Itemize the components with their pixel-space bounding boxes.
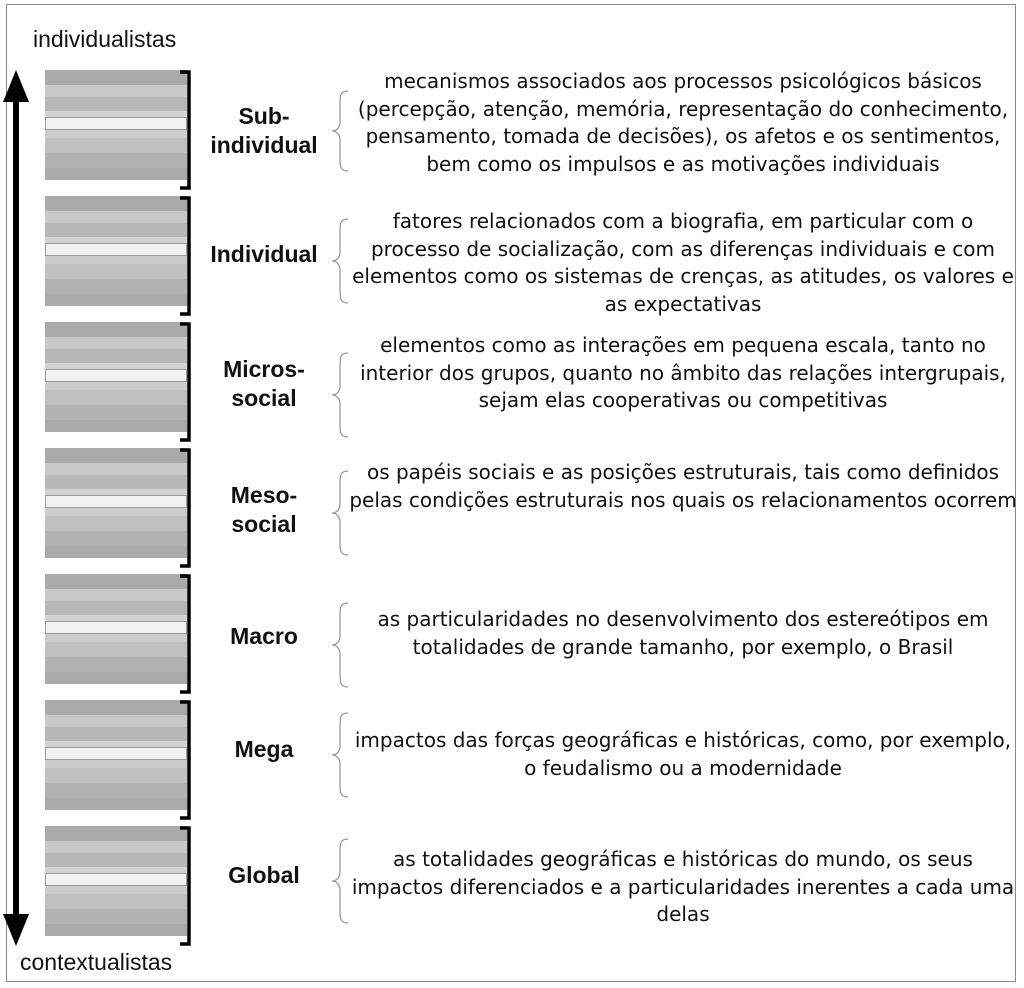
level-name-line: Mega <box>234 736 294 762</box>
level-name-line: Meso- <box>230 482 298 508</box>
stack-band <box>45 909 187 924</box>
level-name-line: social <box>231 511 297 537</box>
square-bracket <box>178 322 192 442</box>
stack-highlight-slot <box>45 621 187 634</box>
level-name-line: Macro <box>230 623 298 649</box>
stack-band <box>45 322 187 337</box>
stack-band <box>45 574 187 589</box>
stack-band <box>45 153 187 168</box>
square-bracket <box>178 574 192 694</box>
stack-band <box>45 196 187 211</box>
stack-band <box>45 223 187 237</box>
level-name-line: Individual <box>210 241 318 267</box>
stack-band <box>45 657 187 672</box>
layer-stack-graphic <box>45 448 187 558</box>
stack-band <box>45 672 187 684</box>
stack-band <box>45 516 187 531</box>
top-axis-label: individualistas <box>33 26 177 52</box>
square-bracket <box>178 448 192 568</box>
stack-band <box>45 264 187 279</box>
stack-band <box>45 589 187 601</box>
level-name <box>196 622 332 651</box>
level-name <box>196 861 332 890</box>
level-name <box>196 481 332 539</box>
level-name <box>196 240 332 269</box>
square-bracket <box>178 700 192 820</box>
level-description: fatores relacionados com a biografia, em particular com o processo de socialização, com as diferenças individuais e com elementos como os sistemas de crenças, as atitudes, os valores e as expectativas <box>352 209 1014 316</box>
stack-highlight-slot <box>45 117 187 130</box>
stack-band <box>45 768 187 783</box>
level-description: elementos como as interações em pequena escala, tanto no interior dos grupos, quanto no âmbito das relações intergrupais, sejam elas cooperativas ou competitivas <box>360 333 1006 412</box>
level-description: as particularidades no desenvolvimento dos estereótipos em totalidades de grande tamanho, por exemplo, o Brasil <box>377 607 989 659</box>
level-description: os papéis sociais e as posições estruturais, tais como definidos pelas condições estruturais nos quais os relacionamentos ocorrem <box>349 460 1017 512</box>
layer-stack-graphic <box>45 826 187 936</box>
stack-highlight-slot <box>45 369 187 382</box>
level-description: impactos das forças geográficas e históricas, como, por exemplo, o feudalismo ou a modernidade <box>354 728 1012 780</box>
stack-highlight-slot <box>45 243 187 256</box>
level-name-line: Global <box>228 862 300 888</box>
stack-band <box>45 294 187 306</box>
stack-band <box>45 85 187 97</box>
level-name-line: Sub- <box>238 103 290 129</box>
stack-band <box>45 642 187 657</box>
stack-band <box>45 97 187 111</box>
stack-highlight-slot <box>45 495 187 508</box>
stack-band <box>45 853 187 867</box>
bottom-axis-label: contextualistas <box>20 949 173 975</box>
level-name-line: Micros- <box>223 356 305 382</box>
stack-band <box>45 138 187 153</box>
layer-stack-graphic <box>45 70 187 180</box>
layer-stack-graphic <box>45 700 187 810</box>
stack-band <box>45 894 187 909</box>
level-name <box>196 735 332 764</box>
level-description: as totalidades geográficas e históricas do mundo, os seus impactos diferenciados e a particularidades inerentes a cada uma delas <box>351 847 1015 926</box>
stack-band <box>45 211 187 223</box>
double-headed-arrow <box>0 0 40 988</box>
stack-highlight-slot <box>45 873 187 886</box>
stack-band <box>45 715 187 727</box>
stack-band <box>45 700 187 715</box>
stack-band <box>45 279 187 294</box>
stack-band <box>45 546 187 558</box>
stack-band <box>45 337 187 349</box>
layer-stack-graphic <box>45 196 187 306</box>
level-name-line: individual <box>210 132 318 158</box>
stack-band <box>45 601 187 615</box>
stack-band <box>45 405 187 420</box>
level-name-line: social <box>231 385 297 411</box>
stack-band <box>45 826 187 841</box>
level-name <box>196 102 332 160</box>
square-bracket <box>178 70 192 190</box>
stack-band <box>45 349 187 363</box>
stack-band <box>45 531 187 546</box>
layer-stack-graphic <box>45 574 187 684</box>
square-bracket <box>178 196 192 316</box>
stack-band <box>45 420 187 432</box>
stack-highlight-slot <box>45 747 187 760</box>
level-description: mecanismos associados aos processos psicológicos básicos (percepção, atenção, memória, representação do conhecimento, pensamento, tomada de decisões), os afetos e os sentimentos, bem como os impulsos e as motivações individuais <box>357 69 1009 176</box>
layer-stack-graphic <box>45 322 187 432</box>
stack-band <box>45 70 187 85</box>
stack-band <box>45 463 187 475</box>
stack-band <box>45 783 187 798</box>
square-bracket <box>178 826 192 946</box>
stack-band <box>45 475 187 489</box>
stack-band <box>45 798 187 810</box>
level-name <box>196 355 332 413</box>
stack-band <box>45 448 187 463</box>
stack-band <box>45 841 187 853</box>
stack-band <box>45 727 187 741</box>
stack-band <box>45 168 187 180</box>
stack-band <box>45 924 187 936</box>
stack-band <box>45 390 187 405</box>
